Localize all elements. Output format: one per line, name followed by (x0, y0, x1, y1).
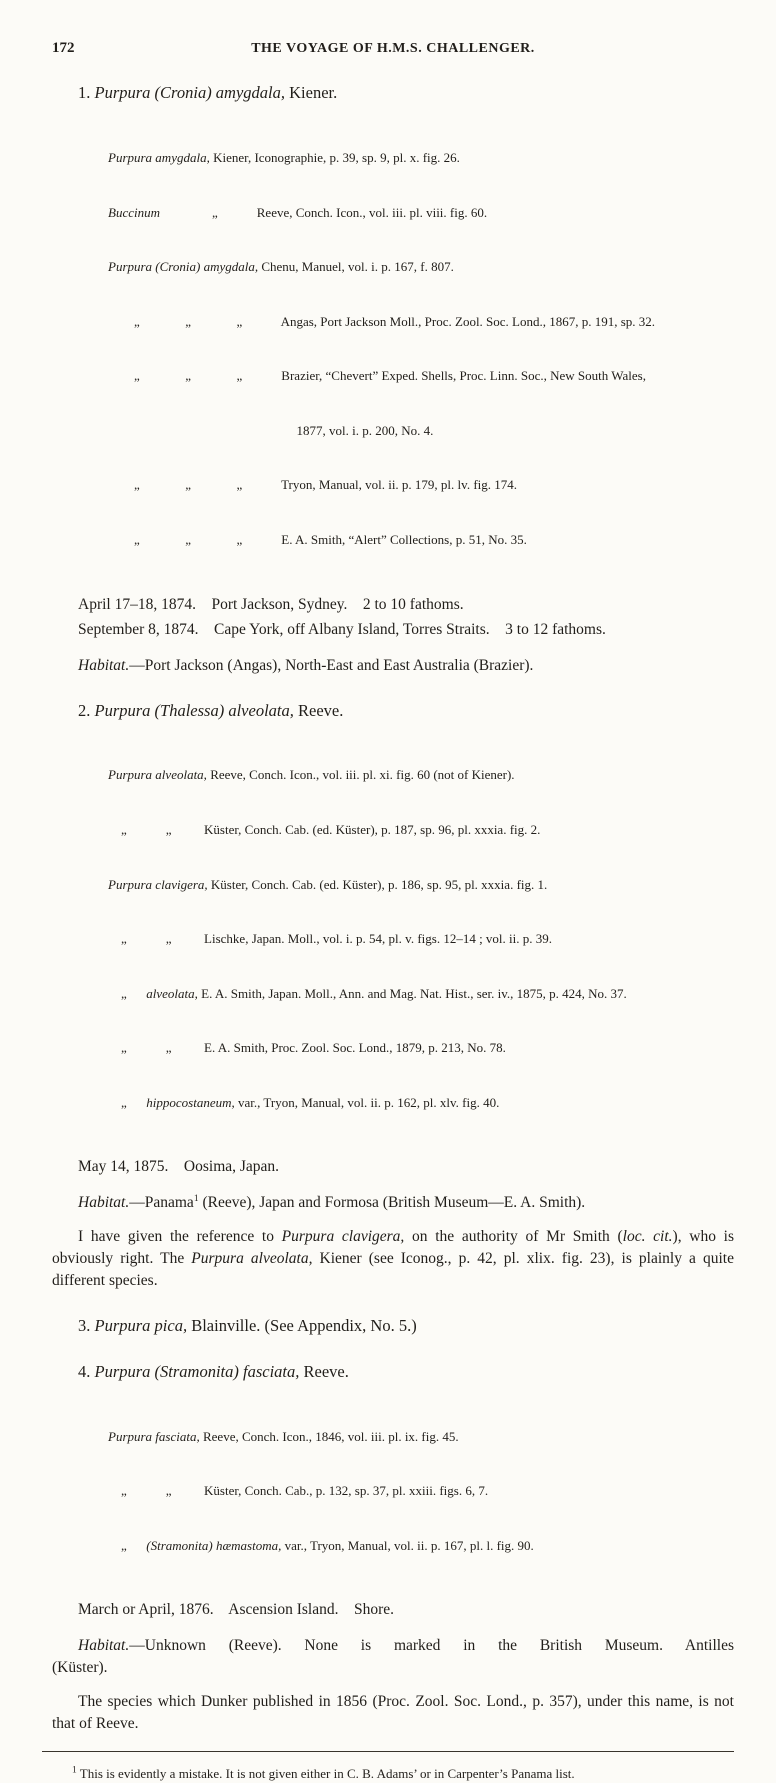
footnote-rule (42, 1751, 734, 1752)
synonymy-line: „ „ Küster, Conch. Cab., p. 132, sp. 37, pl. xxiii. figs. 6, 7. (108, 1483, 489, 1499)
section-heading-3: 3. Purpura pica, Blainville. (See Appendix, No. 5.) (78, 1316, 417, 1336)
synonymy-line: „ (Stramonita) hæmastoma, var., Tryon, Manual, vol. ii. p. 167, pl. l. fig. 90. (108, 1537, 534, 1553)
synonymy-line: „ alveolata, E. A. Smith, Japan. Moll., Ann. and Mag. Nat. Hist., ser. iv., 1875, p. 424, No. 37. (108, 985, 627, 1001)
footnote: $^1$ This is evidently a mistake. It is not given either in C. B. Adams’ or in Carpenter’s Panama list. (72, 1765, 575, 1782)
note-paragraph: I have given the reference to Purpura clavigera, on the authority of Mr Smith (loc. cit.), who is obviously right. The Purpura alveolata, Kiener (see Iconog., p. 42, pl. xlix. fig. 23), is plainly a quite different species. (52, 1228, 735, 1290)
page-number: 172 (52, 40, 75, 56)
habitat-line: Habitat.—Unknown (Reeve). None is marked in the British Museum. Antilles (78, 1637, 734, 1655)
synonymy-line: „ „ Lischke, Japan. Moll., vol. i. p. 54, pl. v. figs. 12–14 ; vol. ii. p. 39. (108, 931, 553, 947)
habitat-line-continuation: (Küster). (52, 1659, 108, 1677)
record-line: March or April, 1876. Ascension Island. Shore. (78, 1601, 394, 1619)
synonymy-line: Purpura (Cronia) amygdala, Chenu, Manuel, vol. i. p. 167, f. 807. (108, 259, 454, 275)
synonymy-line: „ „ Küster, Conch. Cab. (ed. Küster), p. 187, sp. 96, pl. xxxia. fig. 2. (108, 821, 541, 837)
synonymy-list-2 (108, 730, 734, 1148)
synonymy-line: Purpura alveolata, Reeve, Conch. Icon., vol. iii. pl. xi. fig. 60 (not of Kiener). (108, 767, 515, 783)
synonymy-line: „ „ „ E. A. Smith, “Alert” Collections, p. 51, No. 35. (108, 532, 527, 548)
synonymy-list-1 (108, 113, 734, 586)
habitat-line: Habitat.—Panama$^1$ (Reeve), Japan and Formosa (British Museum—E. A. Smith). (78, 1194, 586, 1212)
synonymy-line: „ hippocostaneum, var., Tryon, Manual, vol. ii. p. 162, pl. xlv. fig. 40. (108, 1094, 500, 1110)
section-heading-4: 4. Purpura (Stramonita) fasciata, Reeve. (78, 1361, 349, 1381)
section-heading-2: 2. Purpura (Thalessa) alveolata, Reeve. (78, 700, 344, 720)
note-paragraph: The species which Dunker published in 1856 (Proc. Zool. Soc. Lond., p. 357), under this name, is not that of Reeve. (52, 1693, 734, 1733)
habitat-line: Habitat.—Port Jackson (Angas), North-East and East Australia (Brazier). (78, 656, 534, 674)
synonymy-line: „ „ „ Tryon, Manual, vol. ii. p. 179, pl. lv. fig. 174. (108, 477, 518, 493)
running-head (52, 38, 734, 59)
record-line: September 8, 1874. Cape York, off Albany Island, Torres Straits. 3 to 12 fathoms. (78, 620, 606, 638)
synonymy-line: „ „ E. A. Smith, Proc. Zool. Soc. Lond., 1879, p. 213, No. 78. (108, 1040, 506, 1056)
record-line: May 14, 1875. Oosima, Japan. (78, 1158, 280, 1176)
synonymy-line: Buccinum „ Reeve, Conch. Icon., vol. iii. pl. viii. fig. 60. (108, 204, 488, 220)
synonymy-line: 1877, vol. i. p. 200, No. 4. (108, 422, 434, 438)
synonymy-line: „ „ „ Brazier, “Chevert” Exped. Shells, Proc. Linn. Soc., New South Wales, (108, 368, 646, 384)
running-title: THE VOYAGE OF H.M.S. CHALLENGER. (251, 41, 535, 56)
synonymy-line: „ „ „ Angas, Port Jackson Moll., Proc. Zool. Soc. Lond., 1867, p. 191, sp. 32. (108, 313, 656, 329)
synonymy-list-4 (108, 1391, 734, 1591)
synonymy-line: Purpura clavigera, Küster, Conch. Cab. (ed. Küster), p. 186, sp. 95, pl. xxxia. fig. 1. (108, 876, 548, 892)
synonymy-line: Purpura fasciata, Reeve, Conch. Icon., 1846, vol. iii. pl. ix. fig. 45. (108, 1428, 459, 1444)
section-heading-1: 1. Purpura (Cronia) amygdala, Kiener. (78, 83, 338, 103)
synonymy-line: Purpura amygdala, Kiener, Iconographie, p. 39, sp. 9, pl. x. fig. 26. (108, 150, 460, 166)
record-line: April 17–18, 1874. Port Jackson, Sydney. 2 to 10 fathoms. (78, 595, 464, 613)
